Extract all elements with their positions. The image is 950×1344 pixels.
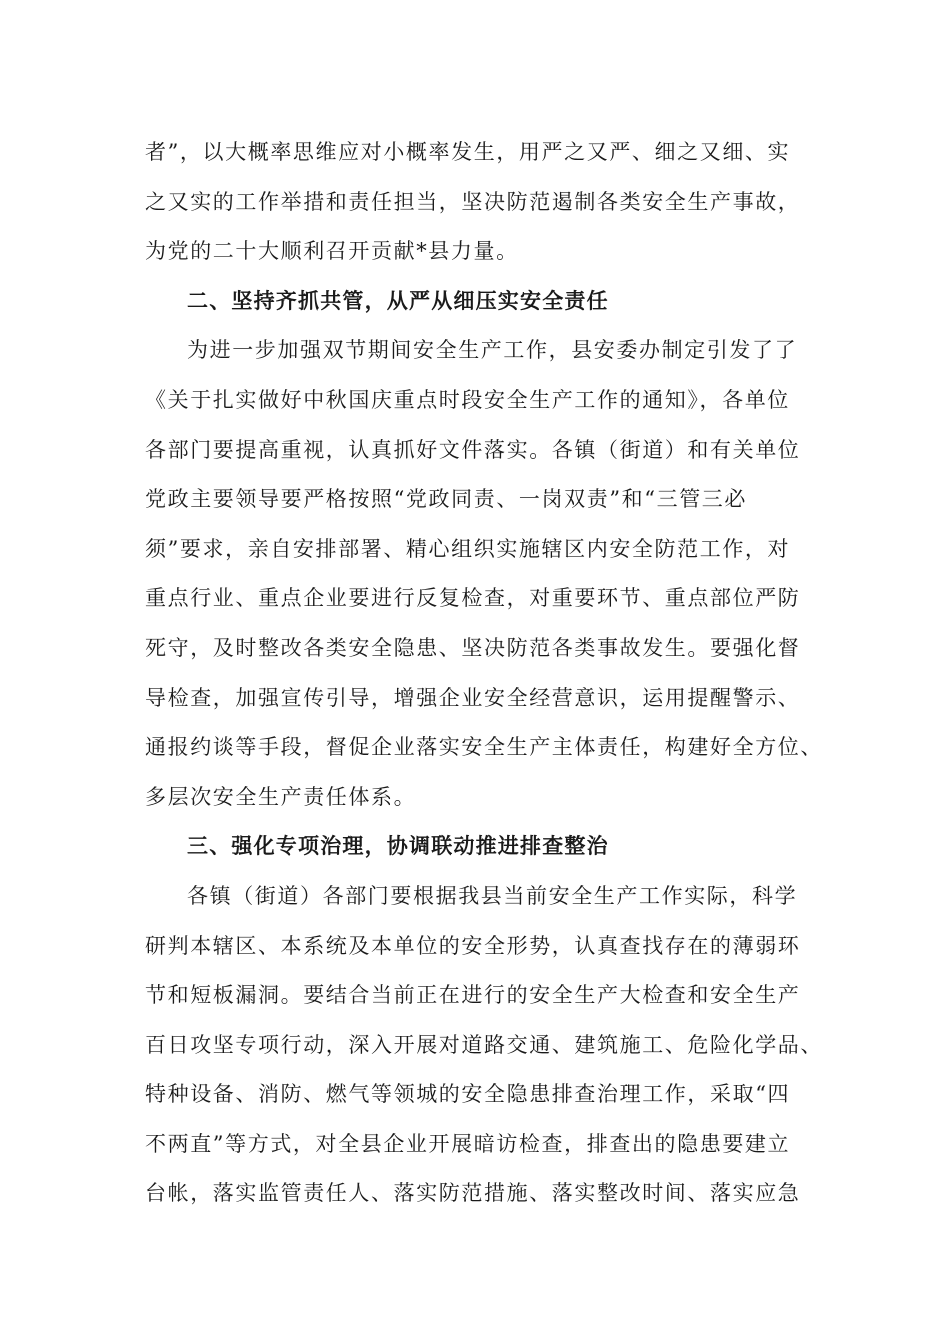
text-line: 为党的二十大顺利召开贡献*县力量。 — [145, 239, 519, 264]
text-line: 通报约谈等手段，督促企业落实安全生产主体责任，构建好全方位、 — [145, 735, 823, 760]
section-heading-text: 二、坚持齐抓共管，从严从细压实安全责任 — [187, 288, 609, 313]
text-line: 党政主要领导要严格按照“党政同责、一岗双责”和“三管三必 — [145, 487, 748, 512]
text-line: 导检查，加强宣传引导，增强企业安全经营意识，运用提醒警示、 — [145, 685, 801, 710]
text-line: 百日攻坚专项行动，深入开展对道路交通、建筑施工、危险化学品、 — [145, 1032, 823, 1057]
text-line: 各部门要提高重视，认真抓好文件落实。各镇（街道）和有关单位 — [145, 437, 801, 462]
text-line: 为进一步加强双节期间安全生产工作，县安委办制定引发了了 — [187, 338, 798, 363]
text-line: 各镇（街道）各部门要根据我县当前安全生产工作实际，科学 — [187, 883, 798, 908]
text-line: 特种设备、消防、燃气等领城的安全隐患排查治理工作，采取“四 — [145, 1082, 791, 1107]
text-line: 多层次安全生产责任体系。 — [145, 784, 417, 809]
paragraph-section-2 — [145, 326, 825, 822]
section-heading-text: 三、强化专项治理，协调联动推进排查整治 — [187, 834, 609, 859]
text-line: 须”要求，亲自安排部署、精心组织实施辖区内安全防范工作，对 — [145, 536, 791, 561]
text-line: 死守，及时整改各类安全隐患、坚决防范各类事故发生。要强化督 — [145, 635, 801, 660]
text-line: 重点行业、重点企业要进行反复检查，对重要环节、重点部位严防 — [145, 586, 801, 611]
paragraph-section-3 — [145, 872, 825, 1219]
text-line: 研判本辖区、本系统及本单位的安全形势，认真查找存在的薄弱环 — [145, 933, 801, 958]
text-line: 《关于扎实做好中秋国庆重点时段安全生产工作的通知》，各单位 — [145, 387, 790, 412]
text-line: 台帐，落实监管责任人、落实防范措施、落实整改时间、落实应急 — [145, 1181, 801, 1206]
text-line: 之又实的工作举措和责任担当，坚决防范遏制各类安全生产事故， — [145, 189, 801, 214]
document-body — [145, 128, 825, 1219]
paragraph-continuation — [145, 128, 825, 277]
section-heading-3 — [145, 822, 825, 872]
text-line: 节和短板漏洞。要结合当前正在进行的安全生产大检查和安全生产 — [145, 983, 801, 1008]
text-line: 者”，以大概率思维应对小概率发生，用严之又严、细之又细、实 — [145, 140, 791, 164]
section-heading-2 — [145, 277, 825, 327]
text-line: 不两直”等方式，对全县企业开展暗访检查，排查出的隐患要建立 — [145, 1131, 791, 1156]
